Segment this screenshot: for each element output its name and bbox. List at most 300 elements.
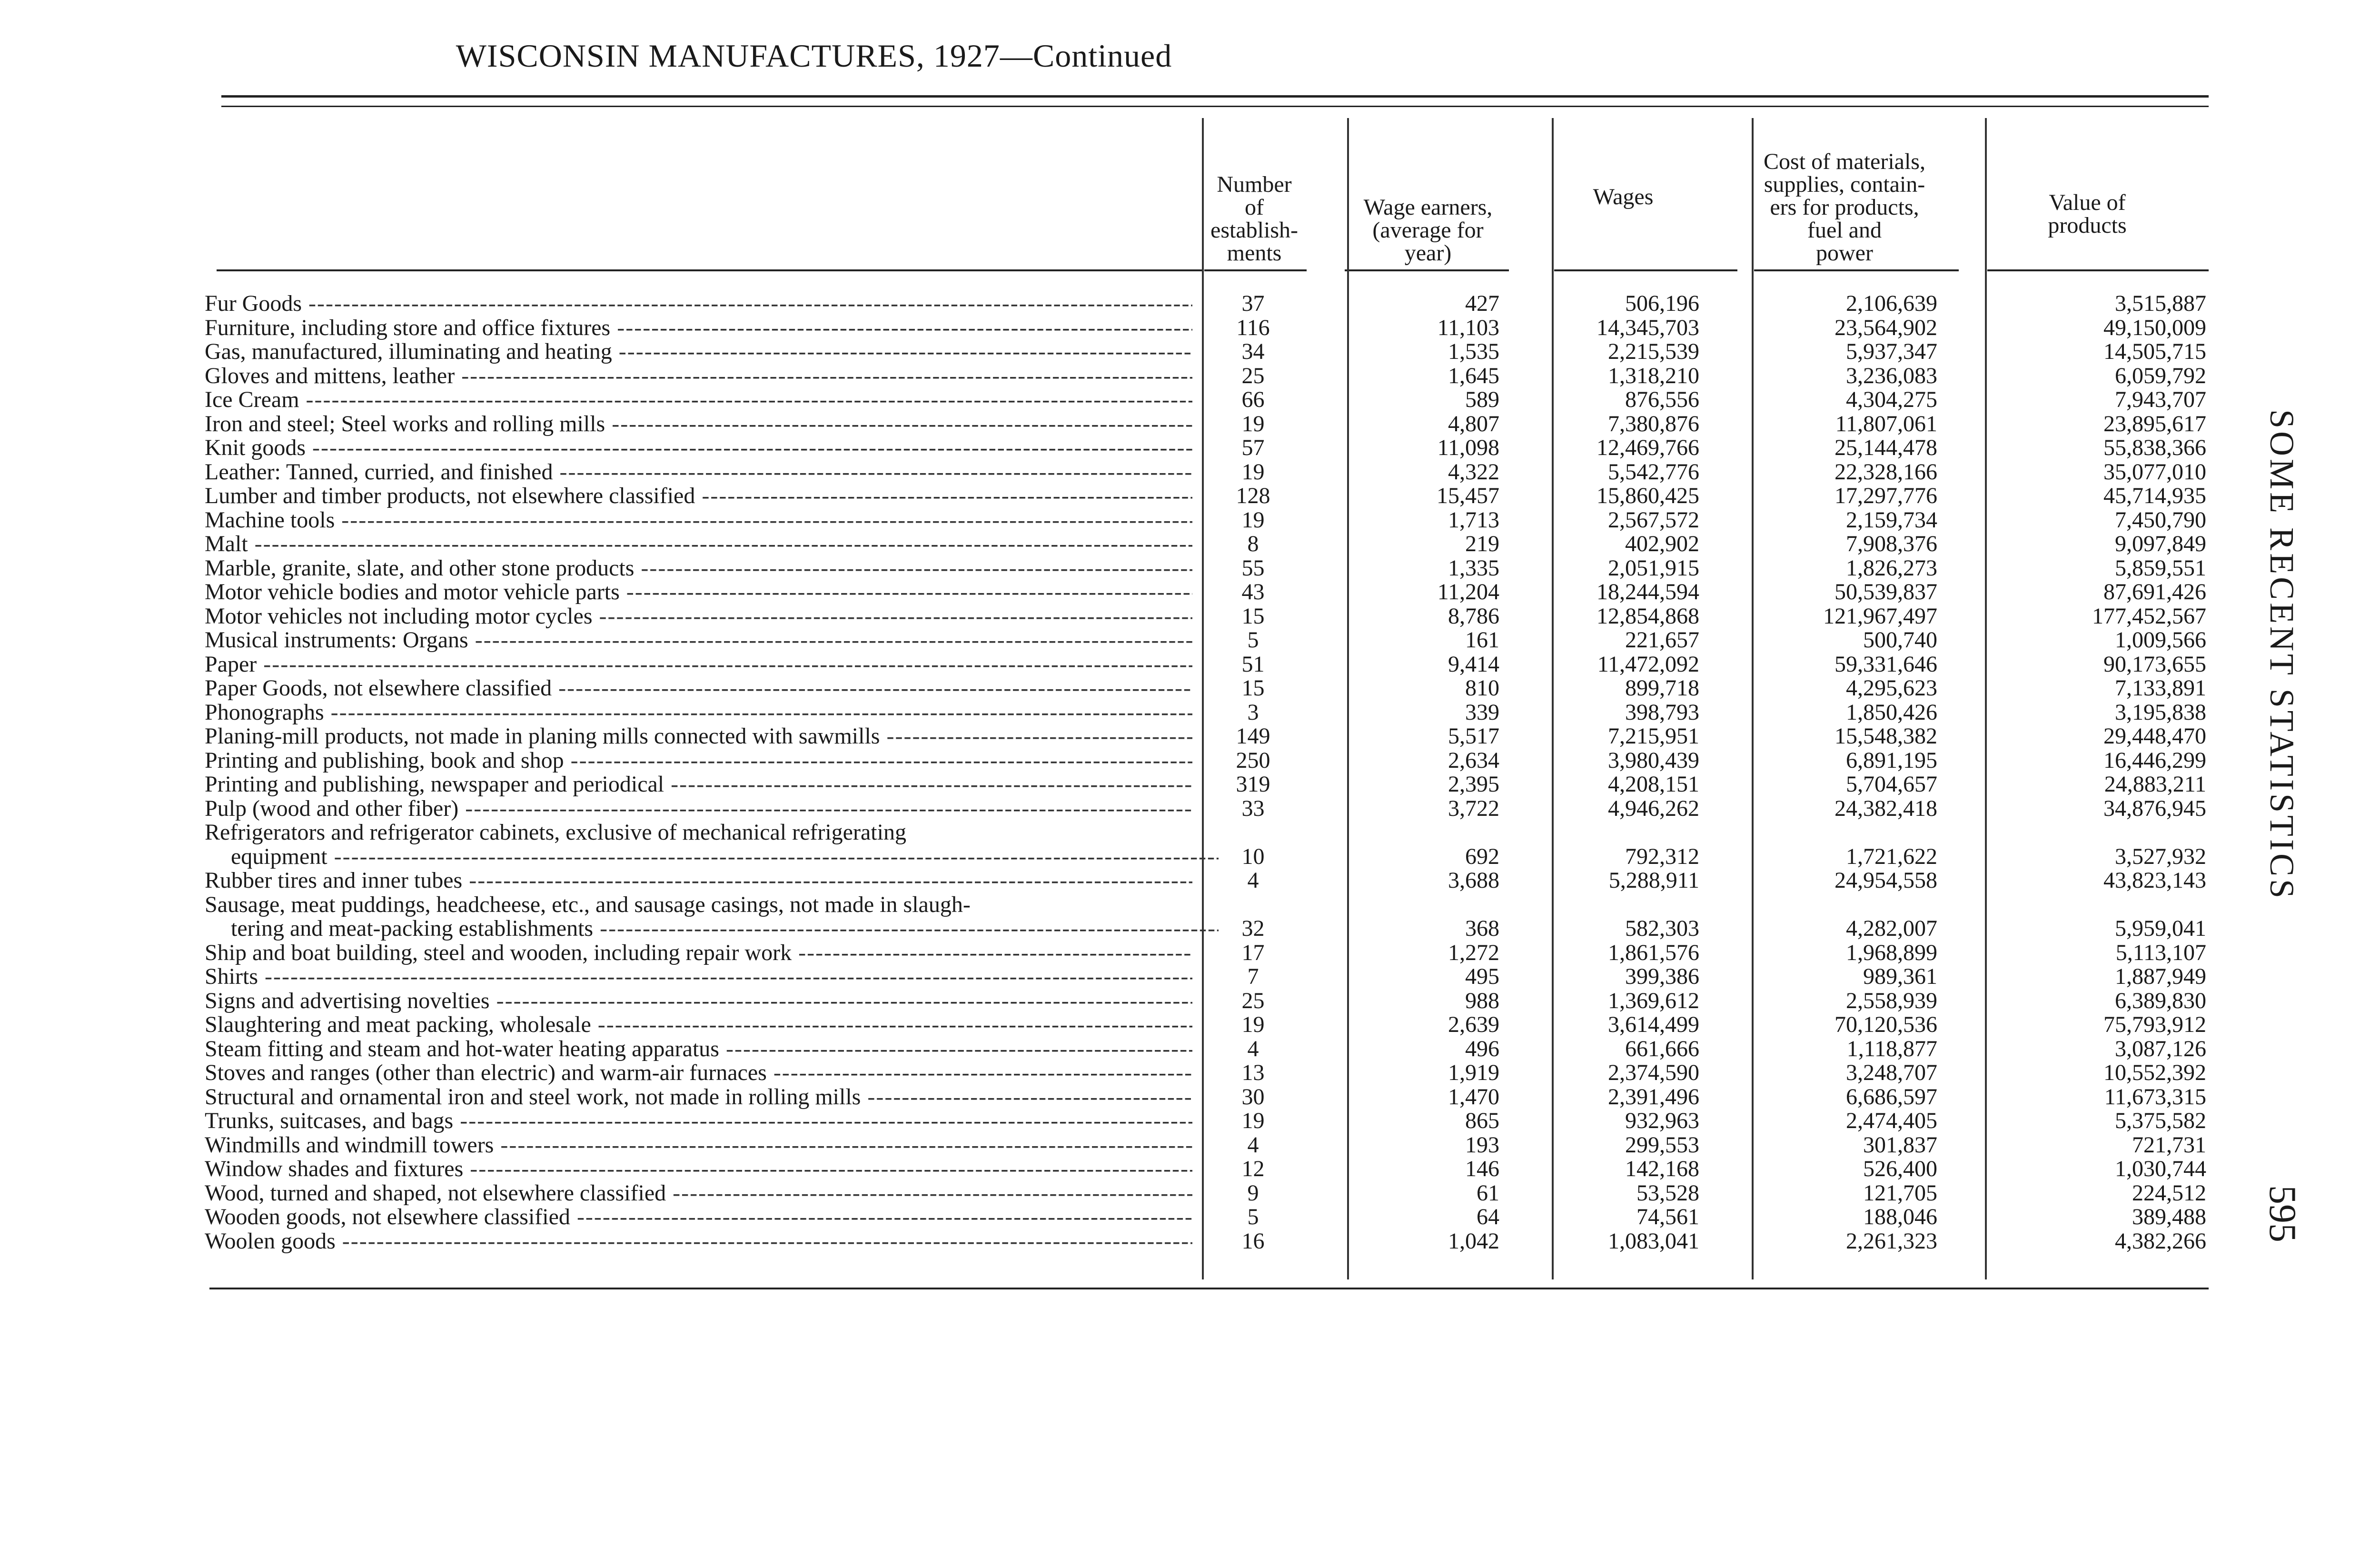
cell-wages: 3,614,499 xyxy=(1608,1012,1699,1037)
cell-wage-earners: 219 xyxy=(1465,531,1499,556)
cell-wage-earners: 692 xyxy=(1465,843,1499,869)
cell-materials: 2,261,323 xyxy=(1846,1228,1937,1254)
cell-establishments: 3 xyxy=(1247,699,1259,725)
table-header xyxy=(205,118,2209,270)
cell-materials: 3,236,083 xyxy=(1846,363,1937,388)
table-row xyxy=(205,364,2209,388)
cell-value: 9,097,849 xyxy=(2115,531,2206,556)
cell-materials: 2,106,639 xyxy=(1846,291,1937,316)
table-row xyxy=(205,797,2209,821)
row-label: Knit goods ----- xyxy=(205,436,1192,460)
row-label: Stoves and ranges (other than electric) and warm-air furnaces ----- xyxy=(205,1061,1192,1085)
cell-materials: 6,686,597 xyxy=(1846,1084,1937,1110)
cell-wages: 661,666 xyxy=(1625,1036,1699,1061)
cell-establishments: 30 xyxy=(1241,1084,1265,1110)
row-label: Marble, granite, slate, and other stone products ----- xyxy=(205,556,1192,581)
cell-materials: 2,159,734 xyxy=(1846,507,1937,533)
cell-establishments: 25 xyxy=(1241,988,1265,1013)
cell-materials: 1,826,273 xyxy=(1846,555,1937,581)
cell-value: 4,382,266 xyxy=(2115,1228,2206,1254)
row-label: Planing-mill products, not made in planing mills connected with sawmills ----- xyxy=(205,724,1192,749)
cell-value: 3,195,838 xyxy=(2115,699,2206,725)
cell-materials: 188,046 xyxy=(1863,1204,1937,1229)
row-label: Printing and publishing, newspaper and periodical ----- xyxy=(205,773,1192,797)
table-row xyxy=(205,1061,2209,1085)
cell-materials: 11,807,061 xyxy=(1835,411,1937,436)
cell-value: 10,552,392 xyxy=(2103,1060,2206,1085)
cell-value: 14,505,715 xyxy=(2103,339,2206,364)
cell-wages: 12,469,766 xyxy=(1597,435,1699,460)
row-label: tering and meat-packing establishments ----- xyxy=(205,917,1219,941)
cell-wage-earners: 8,786 xyxy=(1448,603,1499,629)
cell-wage-earners: 2,634 xyxy=(1448,747,1499,773)
cell-establishments: 34 xyxy=(1241,339,1265,364)
cell-wages: 792,312 xyxy=(1625,843,1699,869)
cell-wage-earners: 15,457 xyxy=(1437,483,1499,508)
cell-wages: 398,793 xyxy=(1625,699,1699,725)
table-row xyxy=(205,436,2209,460)
cell-establishments: 116 xyxy=(1236,315,1270,340)
cell-wages: 53,528 xyxy=(1636,1180,1699,1206)
row-label: Iron and steel; Steel works and rolling mills ----- xyxy=(205,412,1192,436)
table-row xyxy=(205,965,2209,989)
cell-establishments: 33 xyxy=(1241,795,1265,821)
cell-value: 721,731 xyxy=(2132,1132,2206,1158)
cell-materials: 301,837 xyxy=(1863,1132,1937,1158)
cell-materials: 2,474,405 xyxy=(1846,1108,1937,1133)
cell-value: 1,030,744 xyxy=(2115,1156,2206,1181)
header-line: power xyxy=(1816,240,1873,266)
cell-value: 49,150,009 xyxy=(2103,315,2206,340)
cell-wages: 1,369,612 xyxy=(1608,988,1699,1013)
cell-wages: 7,215,951 xyxy=(1608,723,1699,749)
cell-establishments: 4 xyxy=(1247,1132,1259,1158)
cell-establishments: 5 xyxy=(1247,627,1259,653)
cell-wages: 4,946,262 xyxy=(1608,795,1699,821)
cell-value: 1,009,566 xyxy=(2115,627,2206,653)
cell-materials: 7,908,376 xyxy=(1846,531,1937,556)
table-row xyxy=(205,1109,2209,1133)
cell-establishments: 51 xyxy=(1241,651,1265,677)
row-label: Paper ----- xyxy=(205,653,1192,677)
header-line: fuel and xyxy=(1807,218,1882,243)
row-label: Steam fitting and steam and hot-water heating apparatus ----- xyxy=(205,1037,1192,1061)
row-label: Rubber tires and inner tubes ----- xyxy=(205,869,1192,893)
cell-wages: 2,374,590 xyxy=(1608,1060,1699,1085)
header-line: products xyxy=(2048,213,2127,238)
cell-wages: 299,553 xyxy=(1625,1132,1699,1158)
row-label: equipment ----- xyxy=(205,845,1219,869)
cell-wages: 1,318,210 xyxy=(1608,363,1699,388)
table-row xyxy=(205,869,2209,893)
row-label: Malt ----- xyxy=(205,532,1192,556)
cell-wage-earners: 1,919 xyxy=(1448,1060,1499,1085)
cell-establishments: 37 xyxy=(1241,291,1265,316)
cell-value: 1,887,949 xyxy=(2115,964,2206,989)
cell-wage-earners: 64 xyxy=(1477,1204,1499,1229)
row-label: Gas, manufactured, illuminating and heating ----- xyxy=(205,340,1192,364)
cell-wages: 899,718 xyxy=(1625,675,1699,701)
cell-wage-earners: 1,272 xyxy=(1448,940,1499,965)
cell-wage-earners: 496 xyxy=(1465,1036,1499,1061)
cell-wage-earners: 4,322 xyxy=(1448,459,1499,485)
cell-materials: 4,304,275 xyxy=(1846,387,1937,412)
cell-establishments: 15 xyxy=(1241,675,1265,701)
cell-wage-earners: 988 xyxy=(1465,988,1499,1013)
cell-establishments: 19 xyxy=(1241,507,1265,533)
cell-wage-earners: 495 xyxy=(1465,964,1499,989)
cell-materials: 70,120,536 xyxy=(1835,1012,1937,1037)
top-double-rule-upper xyxy=(221,95,2209,98)
cell-wage-earners: 1,713 xyxy=(1448,507,1499,533)
cell-wage-earners: 1,335 xyxy=(1448,555,1499,581)
cell-wages: 12,854,868 xyxy=(1597,603,1699,629)
cell-wages: 4,208,151 xyxy=(1608,772,1699,797)
cell-wages: 221,657 xyxy=(1625,627,1699,653)
cell-establishments: 57 xyxy=(1241,435,1265,460)
cell-establishments: 10 xyxy=(1241,843,1265,869)
header-rule-materials xyxy=(1754,269,1959,271)
cell-wage-earners: 1,645 xyxy=(1448,363,1499,388)
cell-wages: 2,215,539 xyxy=(1608,339,1699,364)
cell-materials: 1,968,899 xyxy=(1846,940,1937,965)
cell-wage-earners: 5,517 xyxy=(1448,723,1499,749)
page-number: 595 xyxy=(2261,1185,2303,1242)
header-line: Cost of materials, xyxy=(1764,149,1925,174)
cell-value: 29,448,470 xyxy=(2103,723,2206,749)
header-wage-earners xyxy=(1347,196,1509,265)
cell-value: 6,059,792 xyxy=(2115,363,2206,388)
table-row xyxy=(205,676,2209,701)
cell-establishments: 66 xyxy=(1241,387,1265,412)
header-line: supplies, contain- xyxy=(1764,172,1925,197)
cell-wages: 2,567,572 xyxy=(1608,507,1699,533)
bottom-rule xyxy=(209,1288,2209,1289)
row-label: Musical instruments: Organs ----- xyxy=(205,628,1192,653)
cell-establishments: 19 xyxy=(1241,459,1265,485)
row-label: Structural and ornamental iron and steel work, not made in rolling mills ----- xyxy=(205,1085,1192,1110)
table-row xyxy=(205,701,2209,725)
table-row xyxy=(205,1085,2209,1110)
cell-materials: 4,282,007 xyxy=(1846,916,1937,941)
cell-wages: 5,542,776 xyxy=(1608,459,1699,485)
cell-value: 5,859,551 xyxy=(2115,555,2206,581)
table-row xyxy=(205,556,2209,581)
cell-wages: 2,051,915 xyxy=(1608,555,1699,581)
table-body xyxy=(205,292,2209,1253)
cell-wages: 74,561 xyxy=(1636,1204,1699,1229)
cell-establishments: 17 xyxy=(1241,940,1265,965)
top-double-rule-lower xyxy=(221,106,2209,107)
table-row xyxy=(205,484,2209,508)
table-row xyxy=(205,1133,2209,1158)
table-row xyxy=(205,1229,2209,1254)
cell-value: 5,959,041 xyxy=(2115,916,2206,941)
cell-wage-earners: 61 xyxy=(1477,1180,1499,1206)
cell-value: 11,673,315 xyxy=(2104,1084,2206,1110)
cell-value: 5,375,582 xyxy=(2115,1108,2206,1133)
row-label: Lumber and timber products, not elsewhere classified ----- xyxy=(205,484,1192,508)
table-row xyxy=(205,605,2209,629)
row-label: Refrigerators and refrigerator cabinets, exclusive of mechanical refrigerating xyxy=(205,821,906,845)
cell-wages: 3,980,439 xyxy=(1608,747,1699,773)
cell-value: 177,452,567 xyxy=(2092,603,2206,629)
cell-establishments: 5 xyxy=(1247,1204,1259,1229)
cell-wage-earners: 2,639 xyxy=(1448,1012,1499,1037)
row-label: Woolen goods ----- xyxy=(205,1229,1192,1254)
cell-wage-earners: 2,395 xyxy=(1448,772,1499,797)
cell-value: 5,113,107 xyxy=(2115,940,2206,965)
cell-wage-earners: 4,807 xyxy=(1448,411,1499,436)
cell-wages: 1,083,041 xyxy=(1608,1228,1699,1254)
cell-establishments: 25 xyxy=(1241,363,1265,388)
table-row xyxy=(205,388,2209,412)
cell-wage-earners: 589 xyxy=(1465,387,1499,412)
table-row xyxy=(205,653,2209,677)
cell-wages: 18,244,594 xyxy=(1597,579,1699,605)
cell-value: 34,876,945 xyxy=(2103,795,2206,821)
cell-establishments: 12 xyxy=(1241,1156,1265,1181)
table-row xyxy=(205,340,2209,364)
cell-materials: 121,967,497 xyxy=(1823,603,1937,629)
cell-materials: 17,297,776 xyxy=(1835,483,1937,508)
table-row xyxy=(205,412,2209,436)
cell-wages: 14,345,703 xyxy=(1597,315,1699,340)
cell-value: 7,450,790 xyxy=(2115,507,2206,533)
table-row xyxy=(205,724,2209,749)
cell-establishments: 7 xyxy=(1247,964,1259,989)
table-row xyxy=(205,316,2209,340)
cell-establishments: 55 xyxy=(1241,555,1265,581)
table-row xyxy=(205,989,2209,1013)
cell-establishments: 13 xyxy=(1241,1060,1265,1085)
cell-value: 23,895,617 xyxy=(2103,411,2206,436)
cell-materials: 989,361 xyxy=(1863,964,1937,989)
cell-materials: 59,331,646 xyxy=(1835,651,1937,677)
cell-materials: 1,118,877 xyxy=(1846,1036,1937,1061)
header-value xyxy=(1975,191,2199,237)
cell-establishments: 43 xyxy=(1241,579,1265,605)
cell-materials: 5,937,347 xyxy=(1846,339,1937,364)
cell-value: 24,883,211 xyxy=(2104,772,2206,797)
row-label: Wooden goods, not elsewhere classified ----- xyxy=(205,1205,1192,1229)
cell-value: 43,823,143 xyxy=(2103,868,2206,893)
cell-materials: 24,382,418 xyxy=(1835,795,1937,821)
cell-materials: 5,704,657 xyxy=(1846,772,1937,797)
row-label: Gloves and mittens, leather ----- xyxy=(205,364,1192,388)
cell-wages: 932,963 xyxy=(1625,1108,1699,1133)
cell-establishments: 19 xyxy=(1241,1108,1265,1133)
cell-establishments: 15 xyxy=(1241,603,1265,629)
row-label: Window shades and fixtures ----- xyxy=(205,1157,1192,1181)
row-label: Signs and advertising novelties ----- xyxy=(205,989,1192,1013)
cell-wages: 7,380,876 xyxy=(1608,411,1699,436)
cell-wage-earners: 193 xyxy=(1465,1132,1499,1158)
cell-wages: 399,386 xyxy=(1625,964,1699,989)
row-label: Trunks, suitcases, and bags ----- xyxy=(205,1109,1192,1133)
row-label: Motor vehicles not including motor cycles ----- xyxy=(205,605,1192,629)
row-label: Motor vehicle bodies and motor vehicle parts ----- xyxy=(205,580,1192,605)
header-wages xyxy=(1533,186,1714,208)
row-label: Paper Goods, not elsewhere classified ----- xyxy=(205,676,1192,701)
cell-value: 55,838,366 xyxy=(2103,435,2206,460)
header-line: establish- xyxy=(1210,218,1298,243)
cell-wage-earners: 161 xyxy=(1465,627,1499,653)
table-row xyxy=(205,1013,2209,1037)
cell-materials: 2,558,939 xyxy=(1846,988,1937,1013)
cell-materials: 1,721,622 xyxy=(1846,843,1937,869)
table-row xyxy=(205,821,2209,869)
header-line: Wages xyxy=(1593,184,1654,209)
cell-wage-earners: 1,042 xyxy=(1448,1228,1499,1254)
cell-wage-earners: 9,414 xyxy=(1448,651,1499,677)
row-label: Ice Cream ----- xyxy=(205,388,1192,412)
cell-materials: 3,248,707 xyxy=(1846,1060,1937,1085)
cell-materials: 24,954,558 xyxy=(1835,868,1937,893)
cell-value: 90,173,655 xyxy=(2103,651,2206,677)
cell-establishments: 250 xyxy=(1236,747,1270,773)
cell-materials: 4,295,623 xyxy=(1846,675,1937,701)
cell-materials: 500,740 xyxy=(1863,627,1937,653)
cell-wages: 1,861,576 xyxy=(1608,940,1699,965)
table-row xyxy=(205,1157,2209,1181)
cell-materials: 22,328,166 xyxy=(1835,459,1937,485)
row-label: Slaughtering and meat packing, wholesale ----- xyxy=(205,1013,1192,1037)
table-row xyxy=(205,508,2209,533)
cell-wage-earners: 339 xyxy=(1465,699,1499,725)
cell-value: 16,446,299 xyxy=(2103,747,2206,773)
row-label: Shirts ----- xyxy=(205,965,1192,989)
header-establishments xyxy=(1207,173,1302,265)
row-label: Fur Goods ----- xyxy=(205,292,1192,316)
cell-wages: 402,902 xyxy=(1625,531,1699,556)
cell-value: 389,488 xyxy=(2132,1204,2206,1229)
cell-value: 3,527,932 xyxy=(2115,843,2206,869)
cell-wage-earners: 11,098 xyxy=(1437,435,1499,460)
cell-value: 7,943,707 xyxy=(2115,387,2206,412)
row-label: Wood, turned and shaped, not elsewhere classified ----- xyxy=(205,1181,1192,1206)
cell-materials: 15,548,382 xyxy=(1835,723,1937,749)
cell-value: 3,087,126 xyxy=(2115,1036,2206,1061)
header-line: Value of xyxy=(2049,190,2126,215)
cell-wage-earners: 3,688 xyxy=(1448,868,1499,893)
cell-wage-earners: 810 xyxy=(1465,675,1499,701)
row-label: Sausage, meat puddings, headcheese, etc., and sausage casings, not made in slaugh- xyxy=(205,892,971,917)
table-row xyxy=(205,532,2209,556)
cell-value: 87,691,426 xyxy=(2103,579,2206,605)
table-row xyxy=(205,580,2209,605)
cell-establishments: 319 xyxy=(1236,772,1270,797)
cell-wage-earners: 3,722 xyxy=(1448,795,1499,821)
row-label: Phonographs ----- xyxy=(205,701,1192,725)
cell-value: 45,714,935 xyxy=(2103,483,2206,508)
cell-establishments: 16 xyxy=(1241,1228,1265,1254)
table-row xyxy=(205,460,2209,485)
cell-value: 35,077,010 xyxy=(2103,459,2206,485)
cell-materials: 526,400 xyxy=(1863,1156,1937,1181)
header-line: ments xyxy=(1227,240,1282,266)
header-rule-wages xyxy=(1554,269,1737,271)
header-rule-value xyxy=(1987,269,2209,271)
cell-wages: 506,196 xyxy=(1625,291,1699,316)
cell-wages: 15,860,425 xyxy=(1597,483,1699,508)
cell-establishments: 32 xyxy=(1241,916,1265,941)
header-line: (average for xyxy=(1372,218,1484,243)
cell-materials: 25,144,478 xyxy=(1835,435,1937,460)
header-line: Number of xyxy=(1217,172,1292,220)
cell-wages: 11,472,092 xyxy=(1597,651,1699,677)
row-label: Machine tools ----- xyxy=(205,508,1192,533)
cell-value: 7,133,891 xyxy=(2115,675,2206,701)
cell-establishments: 4 xyxy=(1247,1036,1259,1061)
header-rule-label xyxy=(217,269,1202,271)
cell-establishments: 149 xyxy=(1236,723,1270,749)
table-row xyxy=(205,1037,2209,1061)
cell-wage-earners: 865 xyxy=(1465,1108,1499,1133)
cell-wage-earners: 368 xyxy=(1465,916,1499,941)
cell-wages: 5,288,911 xyxy=(1608,868,1699,893)
table-row xyxy=(205,1181,2209,1206)
cell-establishments: 9 xyxy=(1247,1180,1259,1206)
cell-establishments: 4 xyxy=(1247,868,1259,893)
row-label: Ship and boat building, steel and wooden, including repair work ----- xyxy=(205,941,1192,965)
cell-wages: 2,391,496 xyxy=(1608,1084,1699,1110)
cell-wage-earners: 427 xyxy=(1465,291,1499,316)
cell-wage-earners: 1,535 xyxy=(1448,339,1499,364)
table-row xyxy=(205,749,2209,773)
header-rule-establishments xyxy=(1204,269,1307,271)
header-line: year) xyxy=(1404,240,1452,266)
cell-value: 75,793,912 xyxy=(2103,1012,2206,1037)
header-line: Wage earners, xyxy=(1363,195,1493,220)
cell-establishments: 8 xyxy=(1247,531,1259,556)
side-heading: SOME RECENT STATISTICS xyxy=(2263,409,2301,902)
cell-materials: 23,564,902 xyxy=(1835,315,1937,340)
row-label: Leather: Tanned, curried, and finished ----- xyxy=(205,460,1192,485)
row-label: Printing and publishing, book and shop ----- xyxy=(205,749,1192,773)
cell-value: 224,512 xyxy=(2132,1180,2206,1206)
table-row xyxy=(205,628,2209,653)
cell-materials: 6,891,195 xyxy=(1846,747,1937,773)
row-label: Pulp (wood and other fiber) ----- xyxy=(205,797,1192,821)
cell-value: 6,389,830 xyxy=(2115,988,2206,1013)
cell-wages: 142,168 xyxy=(1625,1156,1699,1181)
header-line: ers for products, xyxy=(1770,195,1919,220)
table-row xyxy=(205,773,2209,797)
header-materials xyxy=(1737,150,1952,265)
cell-wages: 582,303 xyxy=(1625,916,1699,941)
cell-establishments: 128 xyxy=(1236,483,1270,508)
cell-materials: 50,539,837 xyxy=(1835,579,1937,605)
table-row xyxy=(205,1205,2209,1229)
cell-value: 3,515,887 xyxy=(2115,291,2206,316)
table-row xyxy=(205,893,2209,941)
row-label: Windmills and windmill towers ----- xyxy=(205,1133,1192,1158)
cell-wage-earners: 146 xyxy=(1465,1156,1499,1181)
table-row xyxy=(205,292,2209,316)
cell-materials: 121,705 xyxy=(1863,1180,1937,1206)
cell-establishments: 19 xyxy=(1241,411,1265,436)
cell-wages: 876,556 xyxy=(1625,387,1699,412)
cell-materials: 1,850,426 xyxy=(1846,699,1937,725)
cell-wage-earners: 1,470 xyxy=(1448,1084,1499,1110)
header-rule-wage-earners xyxy=(1345,269,1509,271)
cell-establishments: 19 xyxy=(1241,1012,1265,1037)
page-title: WISCONSIN MANUFACTURES, 1927—Continued xyxy=(456,38,1172,74)
row-label: Furniture, including store and office fixtures ----- xyxy=(205,316,1192,340)
cell-wage-earners: 11,103 xyxy=(1437,315,1499,340)
table-row xyxy=(205,941,2209,965)
